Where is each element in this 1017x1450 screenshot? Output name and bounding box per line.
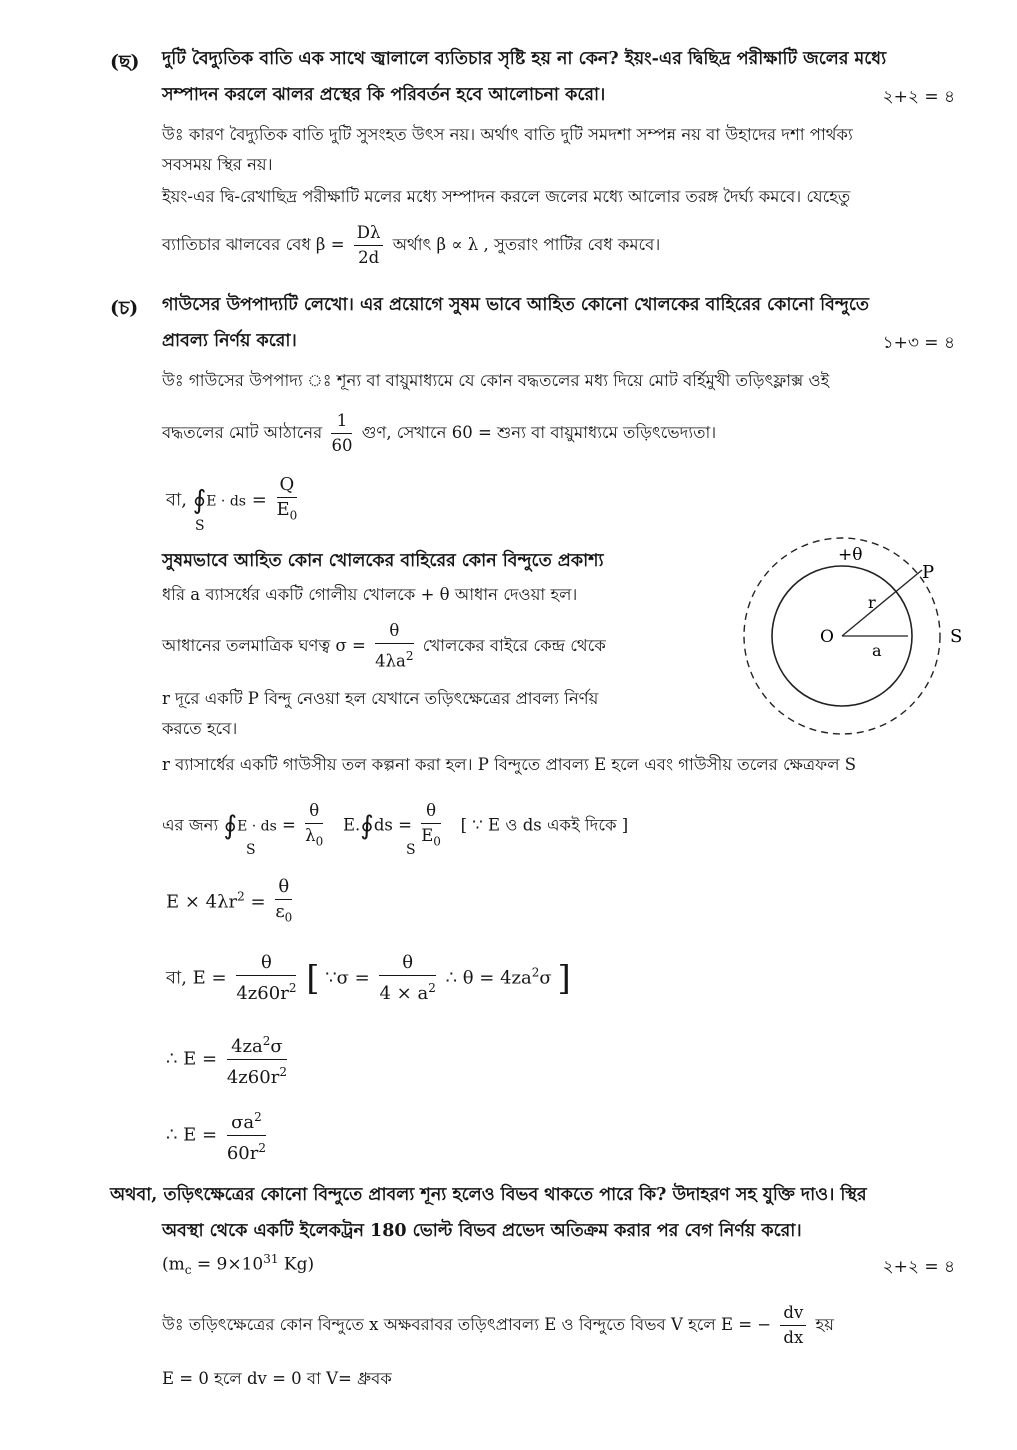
equation-6: [166, 1106, 270, 1165]
density-fraction: [375, 620, 413, 673]
eq2-lhs: E · ds: [237, 818, 277, 835]
formula-prefix: ব্যাতিচার ঝালবের বেধ β =: [162, 235, 345, 254]
bracket-fraction: [379, 952, 435, 1005]
bracket-pre: ∵σ =: [325, 967, 370, 989]
frac-numerator: [227, 1106, 266, 1136]
eq2b-ds: ds: [373, 815, 393, 835]
frac-numerator: θ: [421, 800, 441, 824]
den-symbol: E: [421, 826, 434, 845]
den-text: 60r: [226, 1143, 259, 1164]
equation-4: [166, 952, 571, 1005]
den-subscript: 0: [315, 834, 324, 849]
gauss-applied-equation: এর জন্য ∮E · ds = $\frac{\theta}{\lambda_0}$ E.∮ds = $\frac{\theta}{E_0}$ [ ∵ E ও ds একই দিকে ]: [162, 800, 628, 852]
mass-pre: (m: [162, 1254, 185, 1275]
den-text: 4λa: [375, 651, 406, 671]
contour-integral-icon: ∮: [192, 485, 207, 516]
frac-denominator: [236, 976, 296, 1005]
theorem-fraction: [331, 410, 352, 457]
radius-r-line: [842, 570, 922, 636]
bracket-post: ∴ θ = 4za: [445, 967, 532, 989]
frac-numerator: dv: [780, 1302, 806, 1326]
question-ca-line2: প্রাবল্য নির্ণয় করো।: [162, 331, 297, 351]
marks-or: ২+২ = ৪: [882, 1257, 955, 1277]
den-symbol: E: [276, 499, 290, 520]
den-subscript: 0: [289, 508, 298, 523]
electron-mass-note: [162, 1252, 314, 1277]
fringe-width-fraction: [354, 222, 384, 269]
answer-suffix: হয়: [815, 1315, 834, 1334]
eq4-prefix: বা, E =: [166, 967, 227, 989]
bracket-sup: 2: [531, 965, 540, 980]
surface-density-line: [162, 620, 606, 673]
para-line5: r ব্যাসার্ধের একটি গাউসীয় তল কল্পনা করা হল। P বিন্দুতে প্রাবল্য E হলে এবং গাউসীয় তলের ক্ষেত্রফল S: [162, 755, 857, 774]
frac-denominator: [277, 498, 298, 527]
eq2-prefix: এর জন্য: [162, 815, 219, 835]
equation-5: [166, 1030, 291, 1089]
diagram-center-label: O: [820, 627, 834, 647]
den-subscript: 0: [284, 910, 293, 925]
question-cha-line2: সম্পাদন করলে ঝালর প্রস্থের কি পরিবর্তন হবে আলোচনা করো।: [162, 85, 606, 105]
diagram-charge-label: +θ: [838, 545, 863, 565]
den-sup: 2: [288, 981, 297, 995]
frac-denominator: [227, 1136, 266, 1165]
frac-numerator: θ: [305, 800, 323, 824]
frac-numerator: θ: [379, 952, 435, 976]
density-post: খোলকের বাইরে কেন্দ্র থেকে: [422, 635, 606, 655]
para-line3: r দূরে একটি P বিন্দু নেওয়া হল যেখানে তড়িৎক্ষেত্রের প্রাবল্য নির্ণয়: [162, 689, 599, 708]
frac-numerator: θ: [375, 620, 413, 644]
answer-text: উঃ তড়িৎক্ষেত্রের কোন বিন্দুতে x অক্ষবরাবর তড়িৎপ্রাবল্য E ও বিন্দুতে বিভব V হলে E = −: [162, 1315, 772, 1334]
eq5-fraction: [227, 1030, 287, 1089]
mass-mid: = 9×10: [191, 1254, 264, 1275]
den-sup: 2: [258, 1141, 267, 1155]
density-pre: আধানের তলমাত্রিক ঘণত্ব σ =: [162, 635, 366, 655]
para-line4: করতে হবে।: [162, 719, 238, 738]
num-text2: σ: [270, 1036, 283, 1057]
question-cha-line1: দুটি বৈদ্যুতিক বাতি এক সাথে জ্বালালে ব্যতিচার সৃষ্টি হয় না কেন? ইয়ং-এর দ্বিছিদ্র পরীক্ষাটি জলের মধ্যে: [162, 49, 887, 69]
frac-numerator: θ: [236, 952, 296, 976]
frac-numerator: [227, 1030, 287, 1060]
marks-cha: ২+২ = ৪: [882, 87, 955, 107]
diagram-surface-label: S: [950, 626, 963, 647]
theorem-text-pre: বদ্ধতলের মোট আঠানের: [162, 423, 323, 442]
frac-denominator: [275, 900, 292, 929]
right-bracket: ]: [557, 958, 571, 999]
frac-numerator: Dλ: [354, 222, 384, 246]
den-text: 4z60r: [236, 983, 289, 1004]
den-sup: 2: [428, 981, 436, 995]
contour-integral-icon: ∮: [223, 811, 238, 842]
gauss-theorem-line1: উঃ গাউসের উপপাদ্য ঃ শূন্য বা বায়ুমাধ্যমে যে কোন বদ্ধতলের মধ্য দিয়ে মোট বর্হিমুখী তড়িৎফ্লাক্স ওই: [162, 371, 830, 390]
answer-cha-line1: উঃ কারণ বৈদ্যুতিক বাতি দুটি সুসংহত উৎস নয়। অর্থাৎ বাতি দুটি সমদশা সম্পন্ন নয় বা উহাদের দশা পার্থক্য: [162, 125, 853, 144]
den-sup: 2: [279, 1065, 287, 1079]
question-number-ca: (চ): [110, 297, 139, 319]
contour-integral-icon: ∮: [360, 811, 374, 842]
frac-denominator: dx: [783, 1328, 804, 1347]
frac-numerator: Q: [277, 474, 298, 498]
num-sup: 2: [254, 1110, 262, 1124]
frac-denominator: [227, 1060, 287, 1089]
den-text: 4z60r: [226, 1067, 280, 1088]
answer-cha-line3: ইয়ং-এর দ্বি-রেখাছিদ্র পরীক্ষাটি মলের মধ্যে সম্পাদন করলে জলের মধ্যে আলোর তরঙ্গ দৈর্ঘ্য কমবে। যেহেতু: [162, 187, 851, 206]
answer-cha-formula: [162, 222, 660, 269]
question-number-cha: (ছ): [110, 51, 140, 73]
derivative-fraction: [780, 1302, 806, 1349]
frac-denominator: [305, 824, 323, 852]
eq3-sup: 2: [237, 889, 245, 904]
eq2b-lhs: E.: [342, 815, 361, 835]
num-text: σa: [231, 1112, 255, 1133]
eq3-lhs: E × 4λr: [166, 891, 238, 913]
frac-denominator: [379, 976, 435, 1005]
den-symbol: λ: [305, 826, 316, 845]
frac-numerator: θ: [275, 876, 292, 900]
eq2-fraction: [305, 800, 323, 852]
frac-denominator: 2d: [358, 248, 380, 267]
frac-numerator: 1: [331, 410, 352, 434]
eq4-fraction: [236, 952, 296, 1005]
answer-cha-line2: সবসময় স্থির নয়।: [162, 155, 273, 174]
diagram-point-label: P: [922, 562, 935, 583]
bracket-post2: σ: [539, 967, 552, 989]
eq-lhs: E · ds: [206, 493, 246, 510]
mass-sup: 31: [263, 1252, 279, 1266]
num-sup: 2: [262, 1034, 271, 1048]
eq6-fraction: [227, 1106, 266, 1165]
mass-sub: c: [184, 1263, 192, 1278]
eq6-prefix: ∴ E =: [166, 1124, 218, 1146]
question-ca-line1: গাউসের উপপাদ্যটি লেখো। এর প্রয়োগে সুষম ভাবে আহিত কোনো খোলকের বাহিরের কোনো বিন্দুতে: [162, 295, 870, 315]
diagram-inner-label: a: [872, 641, 882, 660]
eq3-fraction: [275, 876, 292, 929]
gauss-theorem-line2: [162, 410, 716, 457]
gaussian-surface-diagram: [730, 536, 980, 736]
mass-end: Kg): [278, 1254, 315, 1275]
formula-suffix: অর্থাৎ β ∝ λ , সুতরাং পাটির বেধ কমবে।: [392, 235, 661, 254]
den-symbol: ε: [275, 901, 285, 922]
equation-3: $E \times 4\lambda r^2$ = $\frac{\theta}{\varepsilon_0}$: [166, 876, 296, 929]
integral-surface-label: S: [406, 842, 416, 858]
marks-ca: ১+৩ = ৪: [882, 333, 955, 353]
question-or-line1: অথবা, তড়িৎক্ষেত্রের কোনো বিন্দুতে প্রাবল্য শূন্য হলেও বিভব থাকতে পারে কি? উদাহরণ সহ যুক্তি দাও। স্থির: [110, 1185, 867, 1205]
frac-denominator: 60: [331, 436, 353, 455]
left-bracket: [: [306, 958, 320, 999]
integral-surface-label: S: [195, 518, 205, 534]
eq2-note: [ ∵ E ও ds একই দিকে ]: [460, 815, 629, 835]
theorem-text-post: গুণ, সেখানে 60 = শুন্য বা বায়ুমাধ্যমে তড়িৎভেদ্যতা।: [361, 423, 717, 442]
eq5-prefix: ∴ E =: [166, 1048, 218, 1070]
eq-prefix: বা,: [166, 489, 187, 511]
den-text: 4 × a: [379, 983, 429, 1004]
para-line1: ধরি a ব্যাসর্ধের একটি গোলীয় খোলকে + θ আধান দেওয়া হল।: [162, 585, 578, 604]
answer-or-line2: E = 0 হলে dv = 0 বা V= ধ্রুবক: [162, 1369, 392, 1388]
gauss-equation: বা, ∮E · ds = $\frac{Q}{E_0}$: [166, 474, 301, 527]
frac-denominator: [375, 644, 413, 673]
section-heading: সুষমভাবে আহিত কোন খোলকের বাহিরের কোন বিন্দুতে প্রকাশ্য: [162, 551, 604, 571]
answer-or-line1: [162, 1302, 834, 1349]
den-subscript: 0: [433, 834, 441, 849]
eq2b-fraction: [421, 800, 441, 852]
frac-denominator: [421, 824, 441, 852]
question-or-line2: অবস্থা থেকে একটি ইলেকট্রন 180 ভোল্ট বিভব প্রভেদ অতিক্রম করার পর বেগ নির্ণয় করো।: [162, 1221, 802, 1241]
integral-surface-label: S: [246, 842, 256, 858]
eq-fraction: [277, 474, 298, 527]
num-text: 4za: [231, 1036, 263, 1057]
diagram-radius-label: r: [868, 593, 876, 612]
den-sup: 2: [405, 649, 414, 663]
